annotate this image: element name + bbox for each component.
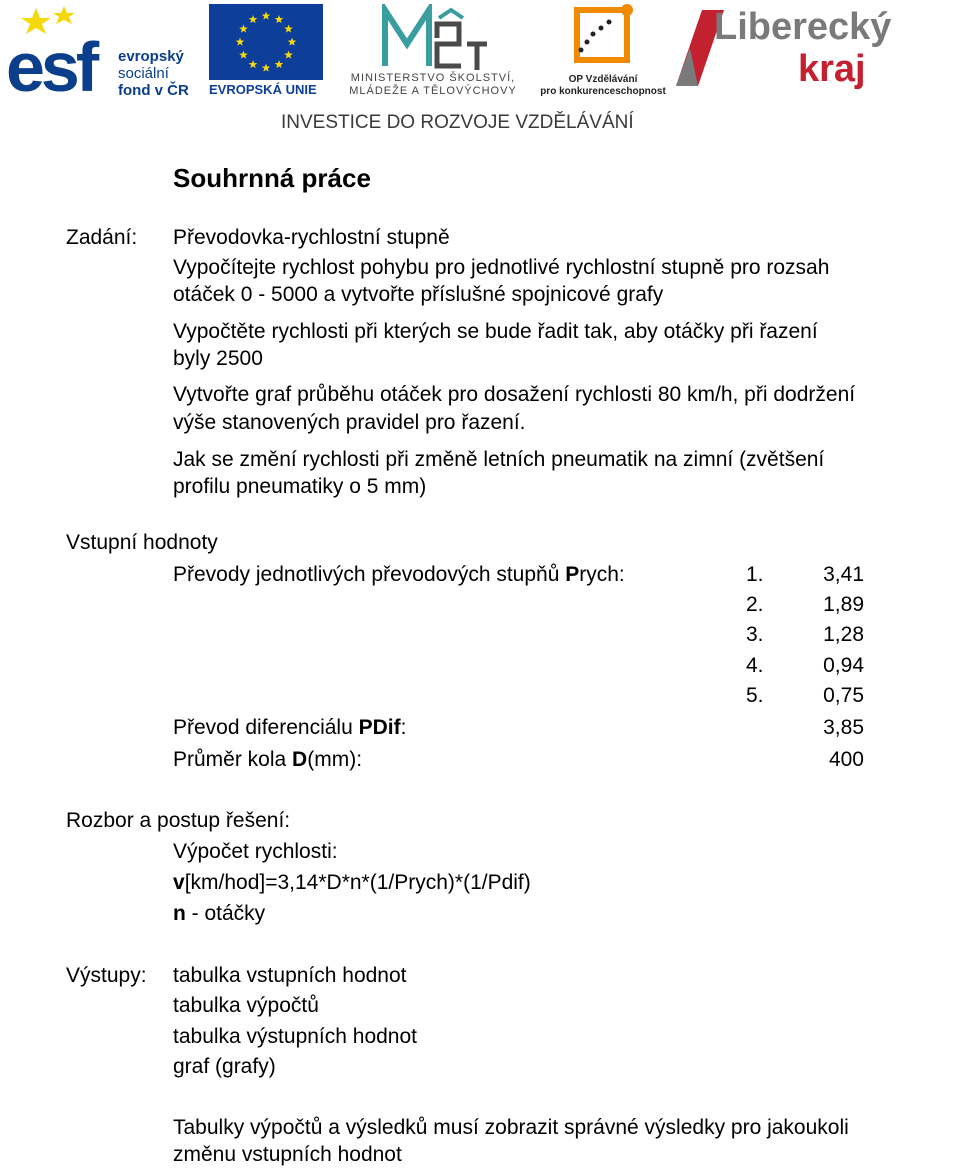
- output-item: tabulka výpočtů: [173, 994, 319, 1017]
- esf-line-2: sociální: [118, 65, 169, 82]
- wheel-label-bold: D: [292, 748, 308, 771]
- outputs-label: Výstupy:: [66, 964, 147, 987]
- assignment-line: byly 2500: [173, 347, 263, 370]
- output-item: tabulka výstupních hodnot: [173, 1025, 418, 1048]
- gear-value: 1,89: [823, 593, 864, 616]
- note-line: změnu vstupních hodnot: [173, 1143, 402, 1166]
- op-logo-mark: [563, 4, 643, 70]
- diff-label: [173, 715, 406, 741]
- assignment-line: profilu pneumatiky o 5 mm): [173, 475, 427, 498]
- formula: [173, 870, 531, 896]
- slogan: INVESTICE DO ROZVOJE VZDĚLÁVÁNÍ: [281, 112, 634, 133]
- gear-index: 4.: [746, 654, 764, 677]
- assignment-line: Vytvořte graf průběhu otáček pro dosažení rychlosti 80 km/h, při dodržení: [173, 383, 856, 406]
- eu-logo: [209, 4, 325, 98]
- msmt-logo-mark: [379, 4, 489, 70]
- gear-value: 3,41: [823, 563, 864, 586]
- output-item: tabulka vstupních hodnot: [173, 964, 407, 987]
- gears-label-prefix: Převody jednotlivých převodových stupňů: [173, 563, 566, 586]
- op-logo: [538, 4, 668, 98]
- op-line-1: OP Vzdělávání: [568, 74, 638, 85]
- esf-line-3: fond v ČR: [118, 82, 189, 99]
- wheel-value: 400: [828, 748, 864, 771]
- assignment-line: Jak se změní rychlosti při změně letních pneumatik na zimní (zvětšení: [173, 448, 825, 471]
- msmt-logo: [333, 4, 533, 98]
- assignment-line: Převodovka-rychlostní stupně: [173, 226, 450, 249]
- esf-logo: [6, 6, 201, 106]
- assignment-line: Vypočtěte rychlosti při kterých se bude řadit tak, aby otáčky při řazení: [173, 320, 818, 343]
- diff-label-suffix: :: [400, 716, 407, 739]
- calc-label: Výpočet rychlosti:: [173, 840, 338, 863]
- diff-label-bold: PDif: [358, 716, 401, 739]
- eu-flag-icon: [209, 4, 323, 80]
- op-line-2: pro konkurenceschopnost: [540, 86, 666, 97]
- gear-value: 0,75: [823, 684, 864, 707]
- gear-index: 2.: [746, 593, 764, 616]
- formula-var: v: [173, 871, 185, 894]
- wheel-label: [173, 747, 362, 773]
- n-var: n: [173, 902, 186, 925]
- assignment-line: Vypočítejte rychlost pohybu pro jednotlivé rychlostní stupně pro rozsah: [173, 256, 830, 279]
- gear-index: 5.: [746, 684, 764, 707]
- diff-value: 3,85: [823, 716, 864, 739]
- gear-index: 3.: [746, 623, 764, 646]
- gear-index: 1.: [746, 563, 764, 586]
- gears-label-suffix: rych:: [579, 563, 625, 586]
- n-text: - otáčky: [185, 902, 266, 925]
- assignment-line: otáček 0 - 5000 a vytvořte příslušné spojnicové grafy: [173, 283, 664, 306]
- assignment-line: výše stanovených pravidel pro řazení.: [173, 411, 526, 434]
- n-definition: [173, 901, 265, 927]
- gear-value: 0,94: [823, 654, 864, 677]
- assignment-label: Zadání:: [66, 226, 138, 249]
- analysis-heading: Rozbor a postup řešení:: [66, 809, 291, 832]
- wheel-label-suffix: (mm):: [307, 748, 363, 771]
- msmt-line-2: MLÁDEŽE A TĚLOVÝCHOVY: [349, 85, 517, 97]
- note-line: Tabulky výpočtů a výsledků musí zobrazit správné výsledky pro jakoukoli: [173, 1116, 849, 1139]
- esf-logo-text: [118, 48, 189, 99]
- msmt-logo-text: [333, 72, 533, 98]
- page-title: Souhrnná práce: [173, 163, 371, 193]
- wheel-label-prefix: Průměr kola: [173, 748, 293, 771]
- gears-label: [173, 562, 625, 588]
- esf-line-1: evropský: [118, 48, 184, 65]
- diff-label-prefix: Převod diferenciálu: [173, 716, 359, 739]
- output-item: graf (grafy): [173, 1055, 276, 1078]
- formula-text: [km/hod]=3,14*D*n*(1/Prych)*(1/Pdif): [184, 871, 531, 894]
- inputs-heading: Vstupní hodnoty: [66, 531, 218, 554]
- liberecky-kraj-logo: [672, 2, 922, 98]
- liberecky-line-2: kraj: [798, 48, 866, 90]
- esf-logo-word: esf: [6, 28, 96, 106]
- gear-value: 1,28: [823, 623, 864, 646]
- gears-label-bold: P: [565, 563, 580, 586]
- eu-logo-label: EVROPSKÁ UNIE: [209, 82, 317, 97]
- op-logo-text: [538, 74, 668, 98]
- msmt-line-1: MINISTERSTVO ŠKOLSTVÍ,: [350, 72, 516, 84]
- liberecky-line-1: Liberecký: [714, 6, 892, 48]
